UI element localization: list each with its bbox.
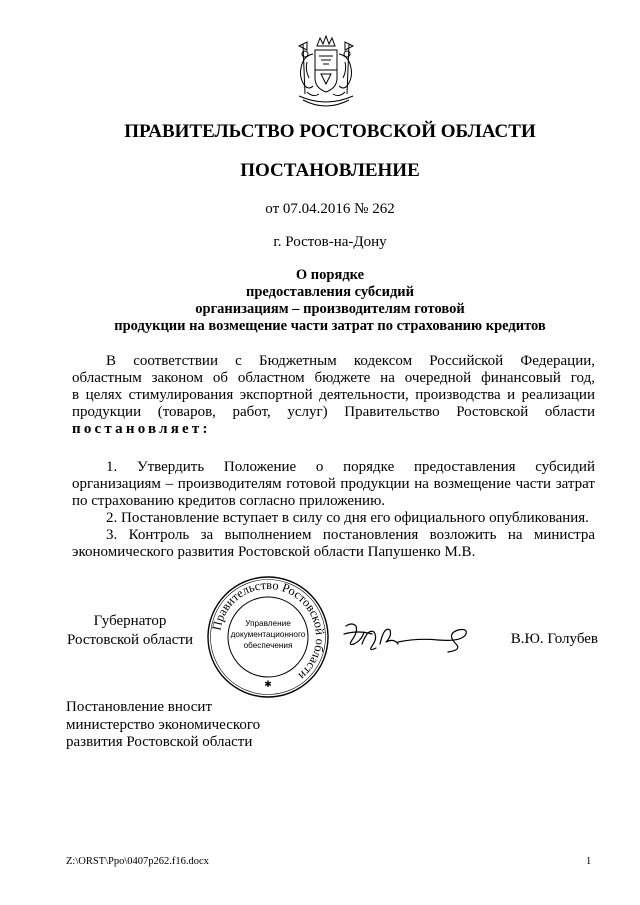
preamble-paragraph	[72, 353, 595, 438]
preamble-resolves	[72, 421, 595, 438]
role-line: Ростовской области	[67, 632, 193, 648]
role-line: Губернатор	[93, 613, 167, 629]
introduced-line: развития Ростовской области	[66, 734, 253, 750]
handwritten-signature	[338, 614, 478, 660]
resolves-word: постановляет:	[72, 421, 211, 437]
stamp-inner-line: документационного	[230, 630, 306, 639]
subject-line: организациям – производителям готовой	[195, 301, 465, 317]
official-stamp	[205, 574, 331, 700]
subject-line: О порядке	[295, 267, 365, 283]
preamble-line: продукции (товаров, работ, услуг) Правительство Ростовской области	[72, 404, 595, 420]
item-line: 3. Контроль за выполнением постановления возложить на министра	[106, 527, 595, 543]
date-and-number: от 07.04.2016 № 262	[265, 201, 395, 217]
preamble-line: областным законом об областном бюджете на очередной финансовый год,	[72, 370, 595, 386]
decision-item-3	[72, 527, 595, 561]
document-type: ПОСТАНОВЛЕНИЕ	[240, 160, 420, 181]
stamp-ring-text: Правительство Ростовской области	[209, 577, 328, 683]
stamp-star-icon: ✱	[264, 680, 272, 690]
preamble-line: в целях стимулирования экспортной деятельности, производства и реализации	[72, 387, 595, 403]
footer-page-number: 1	[586, 856, 592, 867]
introduced-by-block	[66, 699, 366, 752]
document-subject	[60, 267, 600, 335]
subject-line: продукции на возмещение части затрат по страхованию кредитов	[114, 318, 546, 334]
coat-of-arms-emblem	[293, 34, 359, 114]
item-line: 1. Утвердить Положение о порядке предоставления субсидий	[106, 459, 595, 475]
subject-line: предоставления субсидий	[245, 284, 414, 300]
governor-name: В.Ю. Голубев	[510, 631, 598, 647]
footer-file-path: Z:\ORST\Ppo\0407p262.f16.docx	[66, 856, 209, 867]
item-line: 2. Постановление вступает в силу со дня его официального опубликования.	[106, 510, 589, 526]
item-line: организациям – производителям готовой продукции на возмещение части затрат	[72, 476, 595, 492]
decision-item-1	[72, 459, 595, 510]
city: г. Ростов-на-Дону	[273, 234, 387, 250]
stamp-inner-line: Управление	[245, 619, 291, 628]
signatory-role	[60, 612, 200, 650]
introduced-line: министерство экономического	[66, 716, 261, 733]
item-line: по страхованию кредитов согласно приложению.	[72, 493, 386, 509]
introduced-line: Постановление вносит	[66, 699, 213, 715]
decision-item-2	[72, 510, 595, 527]
preamble-line: В соответствии с Бюджетным кодексом Российской Федерации,	[106, 353, 595, 369]
stamp-inner-line: обеспечения	[243, 641, 293, 650]
item-line: экономического развития Ростовской области Папушенко М.В.	[72, 544, 476, 560]
government-title: ПРАВИТЕЛЬСТВО РОСТОВСКОЙ ОБЛАСТИ	[124, 121, 536, 142]
